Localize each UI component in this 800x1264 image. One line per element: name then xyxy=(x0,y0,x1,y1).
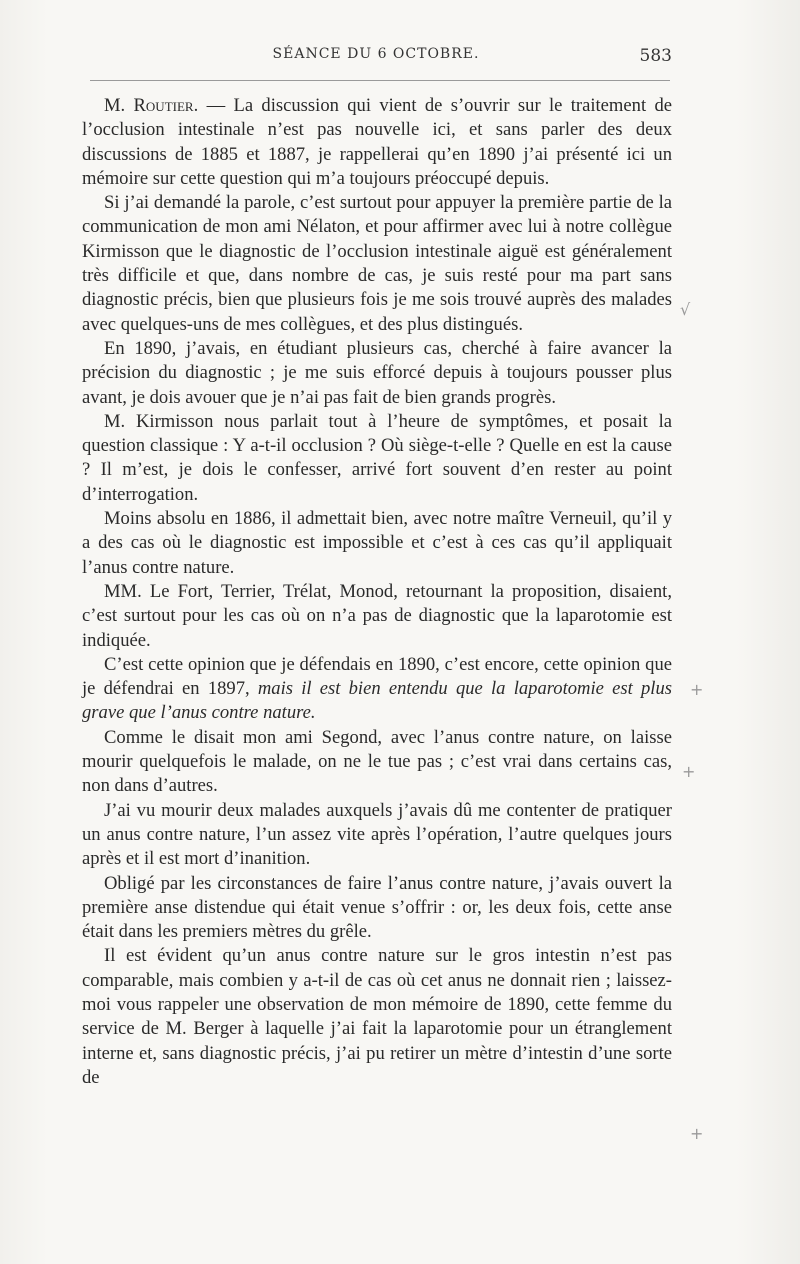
paragraph: Si j’ai demandé la parole, c’est surtout pour appuyer la première partie de la communication de mon ami Nélaton, et pour affirmer avec lui à notre collègue Kirmisson que le diagnostic de l’occlusion intestinale aiguë est généralement très difficile et que, dans nombre de cas, je suis resté pour ma part sans diagnostic précis, bien que plusieurs fois je me sois trouvé auprès des malades avec quelques-uns de mes collègues, et des plus distingués. xyxy=(82,192,672,335)
margin-cross-mark: + xyxy=(682,762,696,781)
paragraph: Il est évident qu’un anus contre nature sur le gros intestin n’est pas comparable, mais combien y a-t-il de cas où cet anus ne donnait rien ; laissez-moi vous rappeler une observation de mon mémoire de 1890, cette femme du service de M. Berger à laquelle j’ai fait la laparotomie pour un étranglement interne et, sans diagnostic précis, j’ai pu retirer un mètre d’intestin d’une sorte de xyxy=(82,945,672,1088)
paragraph: MM. Le Fort, Terrier, Trélat, Monod, retournant la proposition, disaient, c’est surtout pour les cas où on n’a pas de diagnostic que la laparotomie est indiquée. xyxy=(82,580,672,651)
paragraph: C’est cette opinion que je défendais en 1890, c’est encore, cette opinion que je défendrai en 1897, mais il est bien entendu que la laparotomie est plus grave que l’anus contre nature. xyxy=(82,653,672,724)
running-title: SÉANCE DU 6 OCTOBRE. xyxy=(272,46,480,62)
margin-cross-mark: + xyxy=(690,1124,704,1143)
paragraph: Obligé par les circonstances de faire l’anus contre nature, j’avais ouvert la première anse distendue qui était venue s’offrir : or, les deux fois, cette anse était dans les premiers mètres du grêle. xyxy=(82,872,672,943)
paragraph: Moins absolu en 1886, il admettait bien, avec notre maître Verneuil, qu’il y a des cas où le diagnostic est impossible et c’est à ces cas qu’il appliquait l’anus contre nature. xyxy=(82,508,672,578)
body-text xyxy=(82,94,672,1090)
speaker-name: M. Routier. xyxy=(104,95,199,116)
paragraph: En 1890, j’avais, en étudiant plusieurs cas, cherché à faire avancer la précision du diagnostic ; je me suis efforcé depuis à toujours pousser plus avant, je dois avouer que je n’ai pas fait de bien grands progrès. xyxy=(82,337,672,408)
page-number: 583 xyxy=(639,46,672,66)
italic-emphasis: mais il est bien entendu que la laparotomie est plus grave que l’anus contre nature. xyxy=(82,678,672,724)
paragraph: M. Kirmisson nous parlait tout à l’heure de symptômes, et posait la question classique : Y a-t-il occlusion ? Où siège-t-elle ? Quelle en est la cause ? Il m’est, je dois le confesser, arrivé fort souvent d’en rester au point d’interrogation. xyxy=(82,410,672,505)
paragraph: Comme le disait mon ami Segond, avec l’anus contre nature, on laisse mourir quelquefois le malade, on ne le tue pas ; c’est vrai dans certains cas, non dans d’autres. xyxy=(82,726,672,797)
header-rule xyxy=(90,80,670,81)
paragraph: J’ai vu mourir deux malades auxquels j’avais dû me contenter de pratiquer un anus contre nature, l’un assez vite après l’opération, l’autre quelques jours après et il est mort d’inanition. xyxy=(82,799,672,870)
paragraph: M. Routier. — La discussion qui vient de s’ouvrir sur le traitement de l’occlusion intestinale n’est pas nouvelle ici, et sans parler des deux discussions de 1885 et 1887, je rappellerai qu’en 1890 j’ai présenté ici un mémoire sur cette question qui m’a toujours préoccupé depuis. xyxy=(82,95,672,189)
margin-tick-mark: √ xyxy=(680,300,691,319)
page-header xyxy=(80,46,672,70)
margin-cross-mark: + xyxy=(690,680,704,699)
